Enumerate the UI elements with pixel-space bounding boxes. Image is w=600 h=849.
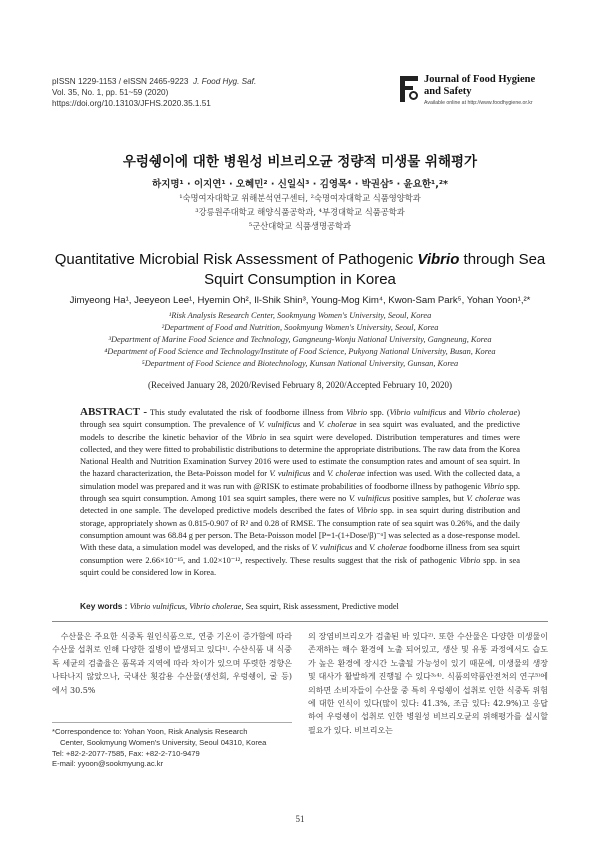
korean-affiliation: ³강릉원주대학교 해양식품공학과, ⁴부경대학교 식품공학과 xyxy=(195,207,405,217)
english-affiliation: ¹Risk Analysis Research Center, Sookmyung Women's University, Seoul, Korea xyxy=(168,311,432,320)
abstract-label: ABSTRACT - xyxy=(80,406,148,418)
korean-affiliation: ¹숙명여자대학교 위해분석연구센터, ²숙명여자대학교 식품영양학과 xyxy=(179,193,421,203)
english-affiliation: ²Department of Food and Nutrition, Sookmyung Women's University, Seoul, Korea xyxy=(161,323,439,332)
correspondence-line: Tel: +82-2-2077-7585, Fax: +82-2-710-9479 xyxy=(52,748,200,758)
correspondence-line: Center, Sookmyung Women's University, Seoul 04310, Korea xyxy=(60,737,267,747)
keywords: Key words : Vibrio vulnificus, Vibrio cholerae, Sea squirt, Risk assessment, Predictive model xyxy=(80,601,399,611)
keywords-label: Key words : xyxy=(80,601,128,611)
english-affiliation: ⁴Department of Food Science and Technology/Institute of Food Science, Pukyong National University, Busan, Korea xyxy=(104,347,496,356)
journal-logo-url[interactable]: Available online at http://www.foodhygiene.or.kr xyxy=(424,100,533,106)
journal-logo-icon xyxy=(398,74,420,104)
english-authors: Jimyeong Ha¹, Jeeyeon Lee¹, Hyemin Oh², Il-Shik Shin³, Young-Mog Kim⁴, Kwon-Sam Park⁵, Yohan Yoon¹,²* xyxy=(69,295,531,306)
divider xyxy=(52,621,548,622)
correspondence-email[interactable]: E-mail: yyoon@sookmyung.ac.kr xyxy=(52,759,164,769)
korean-authors: 하지명¹ · 이지연¹ · 오혜민² · 신일식³ · 김영목⁴ · 박권삼⁵ · 윤요한¹,²* xyxy=(152,179,448,190)
issn-line: pISSN 1229-1153 / eISSN 2465-9223 J. Food Hyg. Saf. xyxy=(52,77,257,86)
received-dates: (Received January 28, 2020/Revised February 8, 2020/Accepted February 10, 2020) xyxy=(148,380,452,390)
body-text-right: 의 장염비브리오가 검출된 바 있다²⁾. 또한 수산물은 다양한 미생물이 존재하는 해수 환경에 노출 되어있고, 생산 및 유통 과정에서도 습도가 높은 환경에 장시간 노출될 가능성이 있기 때문에, 미생물의 생장 및 대사가 활발하게 진행될 수 있다³˒⁴⁾. 식품의약품안전처의 연구⁵⁾에 의하면 소비자들이 수산물 중 특히 우렁쉥이 섭취로 인한 식중독 위험에 대한 인식이 있다(많이 있다: 41.3%, 조금 있다: 42.9%)고 응답하여 우렁쉥이 섭취로 인한 병원성 비브리오균의 위해평가를 실시할 필요가 있다. 비브리오는 xyxy=(308,632,548,735)
body-text-left: 수산물은 주요한 식중독 원인식품으로, 연중 기온이 증가함에 따라 수산물 섭취로 인해 다양한 질병이 발생되고 있다¹⁾. 수산식품 내 식중독 세균의 검출율은 품목과 지역에 따라 차이가 있으며 뚜렷한 경향은 나타나지 않았으나, 국내산 횟감용 수산물(생선회, 우렁쉥이, 굴 등)에서 30.5% xyxy=(52,632,292,695)
volume-line: Vol. 35, No. 1, pp. 51~59 (2020) xyxy=(52,88,169,97)
journal-logo xyxy=(398,74,548,106)
page-number: 51 xyxy=(295,814,305,824)
korean-affiliation: ⁵군산대학교 식품생명공학과 xyxy=(248,221,352,231)
journal-abbrev: J. Food Hyg. Saf. xyxy=(192,77,257,86)
correspondence-line: *Correspondence to: Yohan Yoon, Risk Analysis Research xyxy=(52,727,248,736)
english-title: Quantitative Microbial Risk Assessment of Pathogenic Vibrio through Sea Squirt Consumption in Korea xyxy=(54,251,546,288)
correspondence-note xyxy=(52,722,292,770)
abstract: ABSTRACT - This study evalutated the risk of foodborne illness from Vibrio spp. (Vibrio vulnificus and Vibrio choleraе) through sea squirt consumption. The prevalence of V. vulnificus and V. cholerae in sea squirt was evaluated, and the predictive models to describe the kinetic behavior of the Vibrio in sea squirt were developed. Distribution temperatures and times were collected, and they were fitted to probabilistic distributions to determine the appropriate distributions. The raw data from the Korea National Health and Nutrition Examination Survey 2016 were used to estimate the consumption rates and amount of sea squirt. In the hazard characterization, the Beta-Poisson model for V. vulnificus and V. cholerae infection was used. With the collected data, a simulation model was prepared and it was run with @RISK to estimate probabilities of foodborne illness by pathogenic Vibrio spp. through sea squirt consumption. Among 101 sea squirt samples, there were no V. vulnificus positive samples, but V. cholerae was detected in one sample. The developed predictive models described the fates of Vibrio spp. in sea squirt during distribution and storage, appropriately shown as 0.815-0.907 of R² and 0.28 of RMSE. The consumption rate of sea squirt was 0.26%, and the daily consumption amount was 68.84 g per person. The Beta-Poisson model [P=1-(1+Dose/β)⁻ᵅ] was selected as a dose-response model. With these data, a simulation model was developed, and the risks of V. vulnificus and V. cholerae foodborne illness from sea squirt consumption were 2.66×10⁻¹⁵, and 1.02×10⁻¹², respectively. These results suggest that the risk of pathogenic Vibrio spp. in sea squirt could be considered low in Korea. xyxy=(80,406,521,577)
english-affiliation: ⁵Department of Food Science and Biotechnology, Kunsan National University, Gunsan, Korea xyxy=(141,359,459,368)
doi-link[interactable]: https://doi.org/10.13103/JFHS.2020.35.1.51 xyxy=(52,99,211,108)
english-affiliation: ³Department of Marine Food Science and Technology, Gangneung-Wonju National University, Gangneung, Korea xyxy=(108,335,492,344)
journal-logo-title: Journal of Food Hygiene and Safety xyxy=(424,74,536,97)
korean-title: 우렁쉥이에 대한 병원성 비브리오균 정량적 미생물 위해평가 xyxy=(122,154,478,170)
journal-header xyxy=(52,76,256,109)
